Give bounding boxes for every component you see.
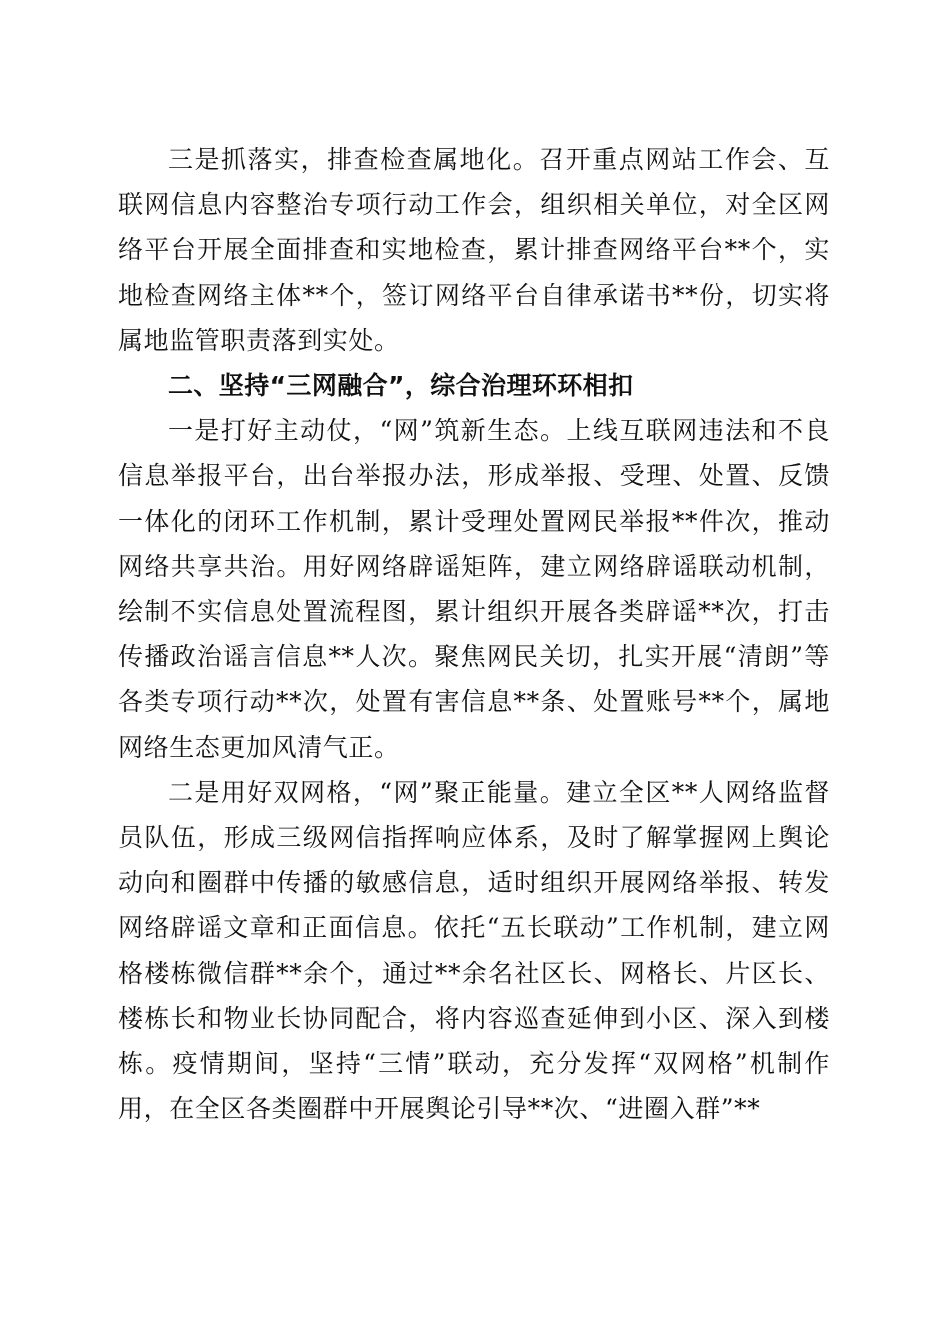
document-body [118,137,830,1131]
section-heading-2: 二、坚持“三网融合”，综合治理环环相扣 [168,371,634,401]
paragraph-er-shi: 二是用好双网格，“网”聚正能量。建立全区**人网络监督员队伍，形成三级网信指挥响应体系，及时了解掌握网上舆论动向和圈群中传播的敏感信息，适时组织开展网络举报、转发网络辟谣文章和正面信息。依托“五长联动”工作机制，建立网格楼栋微信群**余个，通过**余名社区长、网格长、片区长、楼栋长和物业长协同配合，将内容巡查延伸到小区、深入到楼栋。疫情期间，坚持“三情”联动，充分发挥“双网格”机制作用，在全区各类圈群中开展舆论引导**次、“进圈入群”** [118,777,830,1124]
paragraph-yi-shi: 一是打好主动仗，“网”筑新生态。上线互联网违法和不良信息举报平台，出台举报办法，形成举报、受理、处置、反馈一体化的闭环工作机制，累计受理处置网民举报**件次，推动网络共享共治。用好网络辟谣矩阵，建立网络辟谣联动机制，绘制不实信息处置流程图，累计组织开展各类辟谣**次，打击传播政治谣言信息**人次。聚焦网民关切，扎实开展“清朗”等各类专项行动**次，处置有害信息**条、处置账号**个，属地网络生态更加风清气正。 [118,416,830,762]
paragraph-san-shi: 三是抓落实，排查检查属地化。召开重点网站工作会、互联网信息内容整治专项行动工作会，组织相关单位，对全区网络平台开展全面排查和实地检查，累计排查网络平台**个，实地检查网络主体**个，签订网络平台自律承诺书**份，切实将属地监管职责落到实处。 [118,145,830,355]
